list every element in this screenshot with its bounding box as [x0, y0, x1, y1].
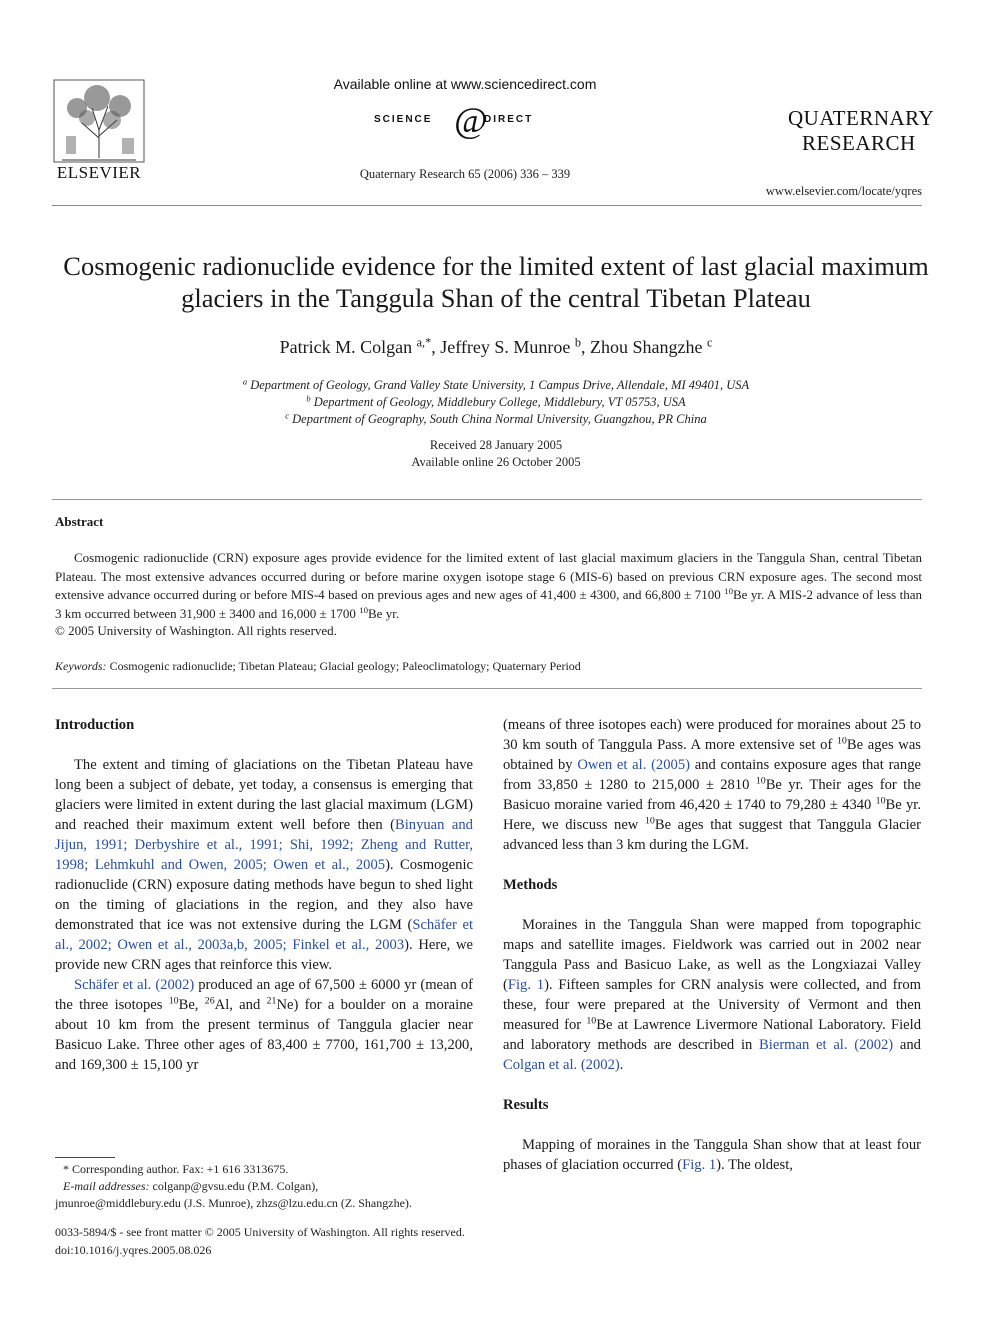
available-date: Available online 26 October 2005 — [411, 455, 581, 469]
citation-link[interactable]: Owen et al. (2005) — [577, 757, 690, 773]
sciencedirect-logo — [372, 100, 562, 140]
abstract-top-divider — [52, 499, 922, 500]
left-column — [55, 715, 473, 1075]
journal-citation: Quaternary Research 65 (2006) 336 – 339 — [359, 167, 571, 181]
citation-link[interactable]: Schäfer et al. (2002) — [74, 977, 195, 993]
email-line: E-mail addresses: colganp@gvsu.edu (P.M. Colgan), — [63, 1179, 319, 1193]
right-column — [503, 715, 921, 1175]
figure-link[interactable]: Fig. 1 — [682, 1157, 717, 1173]
intro-paragraph-1: The extent and timing of glaciations on the Tibetan Plateau have long been a subject of debate, yet today, a consensus is emerging that glaciers were limited in extent during the last glacial maximum (LGM) and reached their maximum extent well before then (Binyuan and Jijun, 1991; Derbyshire et al., 1991; Shi, 1992; Zheng and Rutter, 1998; Lehmkuhl and Owen, 2005; Owen et al., 2005). Cosmogenic radionuclide (CRN) exposure dating methods have begun to shed light on the timing of glaciations in the region, and they also have demonstrated that ice was not extensive during the LGM (Schäfer et al., 2002; Owen et al., 2003a,b, 2005; Finkel et al., 2003). Here, we provide new CRN ages that reinforce this view. — [55, 757, 473, 973]
journal-url[interactable]: www.elsevier.com/locate/yqres — [765, 184, 922, 198]
abstract-copyright: © 2005 University of Washington. All rights reserved. — [55, 623, 337, 638]
citation-link[interactable]: Schäfer et al., 2002; Owen et al., 2003a,b, 2005; Finkel et al., 2003 — [55, 917, 473, 953]
author-mark: c — [706, 335, 713, 350]
article-dates — [60, 437, 932, 471]
received-date: Received 28 January 2005 — [429, 438, 563, 452]
article-title: Cosmogenic radionuclide evidence for the limited extent of last glacial maximum glaciers in the Tanggula Shan of the central Tibetan Plateau — [63, 251, 929, 313]
intro-paragraph-2-continued: (means of three isotopes each) were produced for moraines about 25 to 30 km south of Tanggula Pass. A more extensive set of $^{10}$Be ages was obtained by Owen et al. (2005) and contains exposure ages that range from 33,850 ± 1280 to 215,000 ± 2810 $^{10}$Be yr. Their ages for the Basicuo moraine varied from 46,420 ± 1740 to 79,280 ± 4340 $^{10}$Be yr. Here, we discuss new $^{10}$Be ages that suggest that Tanggula Glacier advanced less than 3 km during the LGM. — [503, 717, 921, 853]
author-mark: a,* — [416, 335, 432, 350]
issn-line: 0033-5894/$ - see front matter © 2005 University of Washington. All rights reserved. — [55, 1225, 465, 1239]
front-matter-info — [55, 1224, 465, 1259]
affiliation-item: $^b$ Department of Geology, Middlebury College, Middlebury, VT 05753, USA — [306, 393, 686, 409]
affiliation-list — [60, 377, 932, 428]
doi-line[interactable]: doi:10.1016/j.yqres.2005.08.026 — [55, 1242, 212, 1257]
journal-logo-line1: QUATERNARY — [788, 106, 935, 130]
journal-logo-line2: RESEARCH — [802, 131, 916, 155]
author-name: Zhou Shangzhe — [589, 337, 703, 357]
author-mark: b — [574, 335, 581, 350]
email-line: jmunroe@middlebury.edu (J.S. Munroe), zhzs@lzu.edu.cn (Z. Shangzhe). — [55, 1196, 412, 1210]
journal-logo — [788, 106, 935, 156]
footnotes — [55, 1161, 473, 1212]
corresponding-author-note: * Corresponding author. Fax: +1 616 3313675. — [63, 1162, 289, 1176]
publisher-name: ELSEVIER — [56, 163, 142, 182]
methods-heading: Methods — [503, 877, 558, 893]
header-divider — [52, 205, 922, 206]
sd-logo-right-text: DIRECT — [484, 114, 534, 125]
abstract-text: Cosmogenic radionuclide (CRN) exposure ages provide evidence for the limited extent of last glacial maximum glaciers in the Tanggula Shan, central Tibetan Plateau. The most extensive advances occurred during or before marine oxygen isotope stage 6 (MIS-6) based on previous CRN exposure ages. The second most extensive advance occurred during or before MIS-4 based on previous ages and new ages of 41,400 ± 4300, and 66,800 ± 7100 $^{10}$Be yr. A MIS-2 advance of less than 3 km occurred between 31,900 ± 3400 and 16,000 ± 1700 $^{10}$Be yr. — [55, 550, 922, 621]
sciencedirect-available-text: Available online at www.sciencedirect.com — [333, 76, 597, 92]
introduction-heading: Introduction — [55, 717, 135, 733]
citation-link[interactable]: Colgan et al. (2002) — [503, 1057, 620, 1073]
sd-at-symbol-icon: @ — [454, 100, 488, 140]
author-name: Patrick M. Colgan — [279, 337, 413, 357]
footnote-divider — [55, 1157, 115, 1158]
results-paragraph: Mapping of moraines in the Tanggula Shan show that at least four phases of glaciation occurred (Fig. 1). The oldest, — [503, 1137, 921, 1173]
sd-logo-left-text: SCIENCE — [374, 114, 433, 125]
author-list: Patrick M. Colgan $^{a,*}$, Jeffrey S. Munroe $^b$, Zhou Shangzhe $^c$ — [279, 335, 713, 357]
citation-link[interactable]: Bierman et al. (2002) — [759, 1037, 894, 1053]
methods-paragraph: Moraines in the Tanggula Shan were mapped from topographic maps and satellite images. Fieldwork was carried out in 2002 near Tanggula Pass and Basicuo Lake, as well as the Longxiazai Valley (Fig. 1). Fifteen samples for CRN analysis were collected, and from these, four were prepared at the University of Vermont and then measured for $^{10}$Be at Lawrence Livermore National Laboratory. Field and laboratory methods are described in Bierman et al. (2002) and Colgan et al. (2002). — [503, 917, 921, 1073]
keywords-label: Keywords: — [55, 659, 107, 673]
intro-paragraph-2: Schäfer et al. (2002) produced an age of 67,500 ± 6000 yr (mean of the three isotopes $^{10}$Be, $^{26}$Al, and $^{21}$Ne) for a boulder on a moraine about 10 km from the present terminus of Tanggula glacier near Basicuo Lake. Three other ages of 83,400 ± 7700, 161,700 ± 13,200, and 169,300 ± 15,100 yr — [55, 977, 473, 1073]
figure-link[interactable]: Fig. 1 — [507, 977, 545, 993]
affiliation-item: $^c$ Department of Geography, South China Normal University, Guangzhou, PR China — [285, 410, 707, 426]
keywords — [55, 659, 922, 674]
author-name: Jeffrey S. Munroe — [440, 337, 571, 357]
abstract-heading: Abstract — [55, 514, 104, 529]
affiliation-item: $^a$ Department of Geology, Grand Valley State University, 1 Campus Drive, Allendale, MI 49401, USA — [242, 376, 750, 392]
results-heading: Results — [503, 1097, 549, 1113]
citation-link[interactable]: Binyuan and Jijun, 1991; Derbyshire et al., 1991; Shi, 1992; Zheng and Rutter, 1998; Lehmkuhl and Owen, 2005; Owen et al., 2005 — [55, 817, 473, 873]
abstract-bottom-divider — [52, 688, 922, 689]
keywords-list: Cosmogenic radionuclide; Tibetan Plateau; Glacial geology; Paleoclimatology; Quaternary Period — [109, 659, 581, 673]
